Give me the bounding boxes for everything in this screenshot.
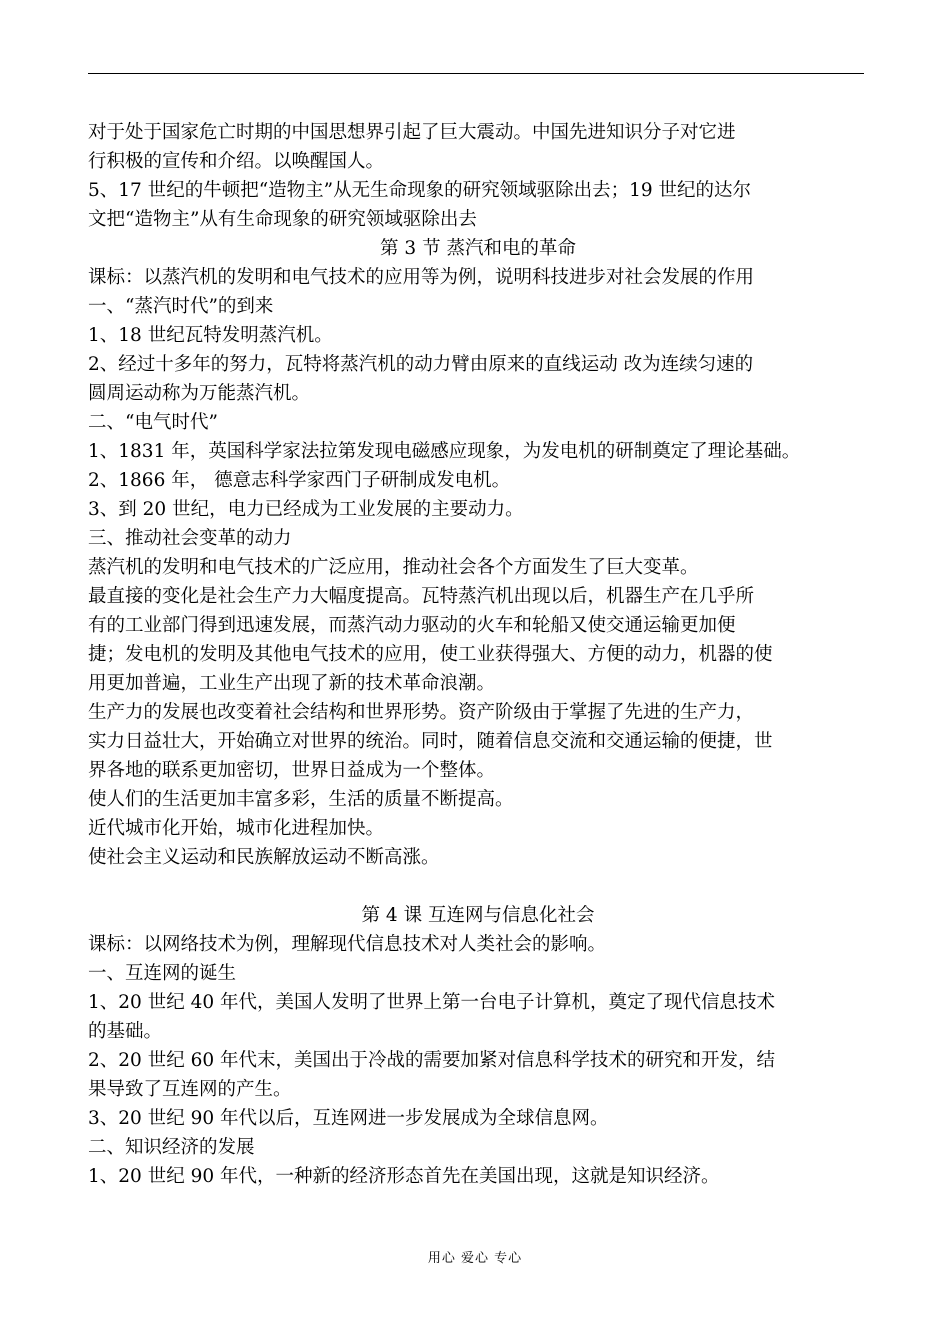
header-rule: [88, 73, 864, 74]
text-line: 圆周运动称为万能蒸汽机。: [88, 383, 311, 404]
text-line: 捷；发电机的发明及其他电气技术的应用，使工业获得强大、方便的动力，机器的使: [88, 644, 773, 665]
text-line: 最直接的变化是社会生产力大幅度提高。瓦特蒸汽机出现以后，机器生产在几乎所: [88, 586, 755, 607]
subheading: 一、“蒸汽时代”的到来: [88, 296, 274, 317]
subheading: 二、知识经济的发展: [88, 1137, 255, 1158]
text-line: 文把“造物主”从有生命现象的研究领域驱除出去: [88, 209, 477, 230]
text-line: 2、20 世纪 60 年代末，美国出于冷战的需要加紧对信息科学技术的研究和开发，结: [88, 1050, 775, 1071]
text-line: 行积极的宣传和介绍。以唤醒国人。: [88, 151, 385, 172]
text-line: 用更加普遍，工业生产出现了新的技术革命浪潮。: [88, 673, 496, 694]
text-line: 3、20 世纪 90 年代以后，互连网进一步发展成为全球信息网。: [88, 1108, 609, 1129]
section-heading: 第 4 课 互连网与信息化社会: [361, 905, 595, 926]
text-line: 2、1866 年， 德意志科学家西门子研制成发电机。: [88, 470, 511, 491]
text-line: 使社会主义运动和民族解放运动不断高涨。: [88, 847, 440, 868]
text-line: 的基础。: [88, 1021, 163, 1042]
text-line: 2、经过十多年的努力，瓦特将蒸汽机的动力臂由原来的直线运动 改为连续匀速的: [88, 354, 754, 375]
subheading: 三、推动社会变革的动力: [88, 528, 292, 549]
text-line: 使人们的生活更加丰富多彩，生活的质量不断提高。: [88, 789, 514, 810]
blank-line: [88, 872, 868, 901]
text-line: 蒸汽机的发明和电气技术的广泛应用，推动社会各个方面发生了巨大变革。: [88, 557, 699, 578]
text-line: 3、到 20 世纪，电力已经成为工业发展的主要动力。: [88, 499, 524, 520]
text-line: 1、20 世纪 40 年代，美国人发明了世界上第一台电子计算机，奠定了现代信息技术: [88, 992, 775, 1013]
subheading: 一、互连网的诞生: [88, 963, 237, 984]
text-line: 实力日益壮大，开始确立对世界的统治。同时，随着信息交流和交通运输的便捷，世: [88, 731, 773, 752]
text-line: 1、18 世纪瓦特发明蒸汽机。: [88, 325, 333, 346]
text-line: 有的工业部门得到迅速发展，而蒸汽动力驱动的火车和轮船又使交通运输更加便: [88, 615, 736, 636]
text-line: 果导致了互连网的产生。: [88, 1079, 292, 1100]
subheading: 二、“电气时代”: [88, 412, 218, 433]
text-line: 课标：以蒸汽机的发明和电气技术的应用等为例，说明科技进步对社会发展的作用: [88, 267, 755, 288]
text-line: 1、1831 年，英国科学家法拉第发现电磁感应现象，为发电机的研制奠定了理论基础。: [88, 441, 801, 462]
text-line: 生产力的发展也改变着社会结构和世界形势。资产阶级由于掌握了先进的生产力，: [88, 702, 755, 723]
text-line: 对于处于国家危亡时期的中国思想界引起了巨大震动。中国先进知识分子对它进: [88, 122, 736, 143]
text-line: 课标：以网络技术为例，理解现代信息技术对人类社会的影响。: [88, 934, 607, 955]
text-line: 近代城市化开始，城市化进程加快。: [88, 818, 385, 839]
text-line: 1、20 世纪 90 年代，一种新的经济形态首先在美国出现，这就是知识经济。: [88, 1166, 720, 1187]
text-line: 界各地的联系更加密切，世界日益成为一个整体。: [88, 760, 496, 781]
text-line: 5、17 世纪的牛顿把“造物主”从无生命现象的研究领域驱除出去；19 世纪的达尔: [88, 180, 752, 201]
section-heading: 第 3 节 蒸汽和电的革命: [380, 238, 576, 259]
document-body: [88, 118, 868, 1191]
page-footer: 用心 爱心 专心: [427, 1251, 523, 1266]
